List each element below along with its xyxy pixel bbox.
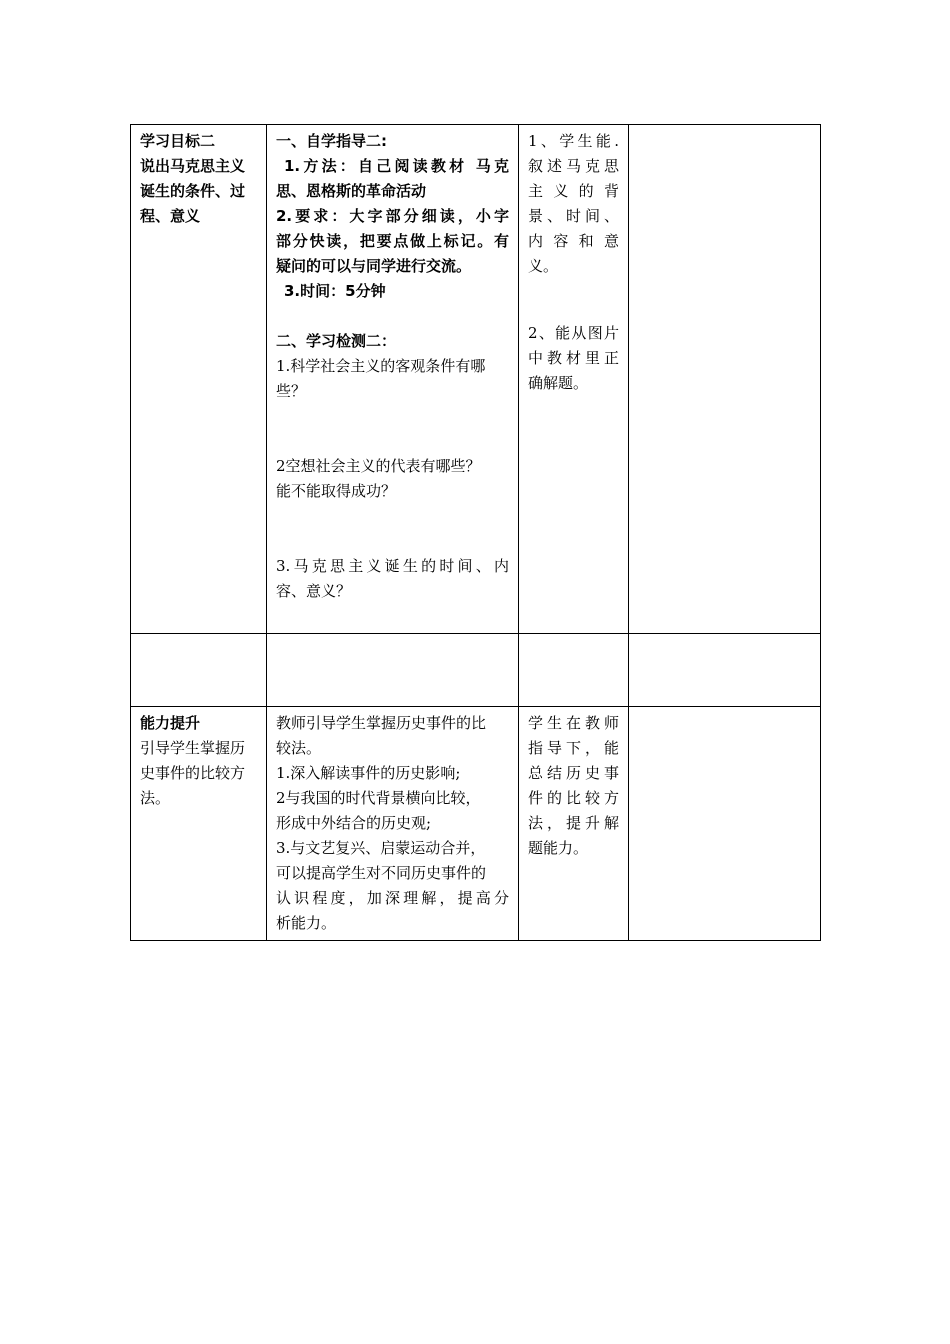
empty-cell [629,634,821,707]
question-text: 些？ [276,382,307,400]
ability-heading: 能力提升 [140,714,201,732]
teacher-guide-line: 2与我国的时代背景横向比较， [276,789,481,807]
question-text: 容、意义？ [276,582,352,600]
teacher-guide-line: 可以提高学生对不同历史事件的 [276,864,487,882]
student-goal-line: 中教材里正 [528,349,619,367]
time-text: 3.时间：5分钟 [284,282,386,300]
teacher-guide-line: 3.与文艺复兴、启蒙运动合并， [276,839,486,857]
teacher-guide-line: 认识程度，加深理解，提高分 [276,889,509,907]
student-goal-line: 义。 [528,257,559,275]
requirement-text: 2.要求：大字部分细读，小字 [276,207,509,225]
student-goal-line: 2、能从图片 [528,324,619,342]
requirement-text: 部分快读，把要点做上标记。有 [276,232,509,250]
goal-two-heading: 学习目标二 [140,132,216,150]
empty-cell [267,634,519,707]
self-study-cell [267,125,519,634]
notes-cell [629,707,821,941]
student-goal-line: 景、时间、 [528,207,619,225]
empty-cell [519,634,629,707]
lesson-plan-table [130,124,821,941]
student-goal-cell [519,125,629,634]
student-goal-line: 内容和意 [528,232,619,250]
teacher-guide-line: 较法。 [276,739,322,757]
goal-two-line: 说出马克思主义 [140,157,246,175]
teacher-guide-line: 教师引导学生掌握历史事件的比 [276,714,487,732]
requirement-text: 疑问的可以与同学进行交流。 [276,257,472,275]
student-goal-line: 1、学生能. [528,132,619,150]
table-row [131,125,821,634]
ability-line: 法。 [140,789,171,807]
student-goal-line: 叙述马克思 [528,157,619,175]
section-title: 一、自学指导二: [276,132,387,150]
teacher-guide-line: 形成中外结合的历史观; [276,814,432,832]
goal-two-line: 程、意义 [140,207,201,225]
method-text: 1.方法：自己阅读教材 马克 [284,157,509,175]
question-text: 能不能取得成功？ [276,482,397,500]
notes-cell [629,125,821,634]
question-text: 3.马克思主义诞生的时间、内 [276,557,509,575]
question-text: 2空想社会主义的代表有哪些？ [276,457,481,475]
teacher-guide-cell [267,707,519,941]
table-row [131,707,821,941]
question-text: 1.科学社会主义的客观条件有哪 [276,357,486,375]
ability-line: 引导学生掌握历 [140,739,246,757]
student-outcome-line: 件的比较方 [528,789,619,807]
student-outcome-cell [519,707,629,941]
student-outcome-line: 总结历史事 [528,764,619,782]
teacher-guide-line: 析能力。 [276,914,337,932]
student-outcome-line: 题能力。 [528,839,589,857]
empty-cell [131,634,267,707]
student-outcome-line: 学生在教师 [528,714,619,732]
table-row [131,634,821,707]
section-title: 二、学习检测二： [276,332,397,350]
method-text: 思、恩格斯的革命活动 [276,182,427,200]
goal-two-line: 诞生的条件、过 [140,182,246,200]
teacher-guide-line: 1.深入解读事件的历史影响; [276,764,461,782]
goal-two-cell [131,125,267,634]
student-goal-line: 主义的背 [528,182,619,200]
student-goal-line: 确解题。 [528,374,589,392]
student-outcome-line: 指导下，能 [528,739,619,757]
student-outcome-line: 法，提升解 [528,814,619,832]
ability-line: 史事件的比较方 [140,764,246,782]
ability-cell [131,707,267,941]
